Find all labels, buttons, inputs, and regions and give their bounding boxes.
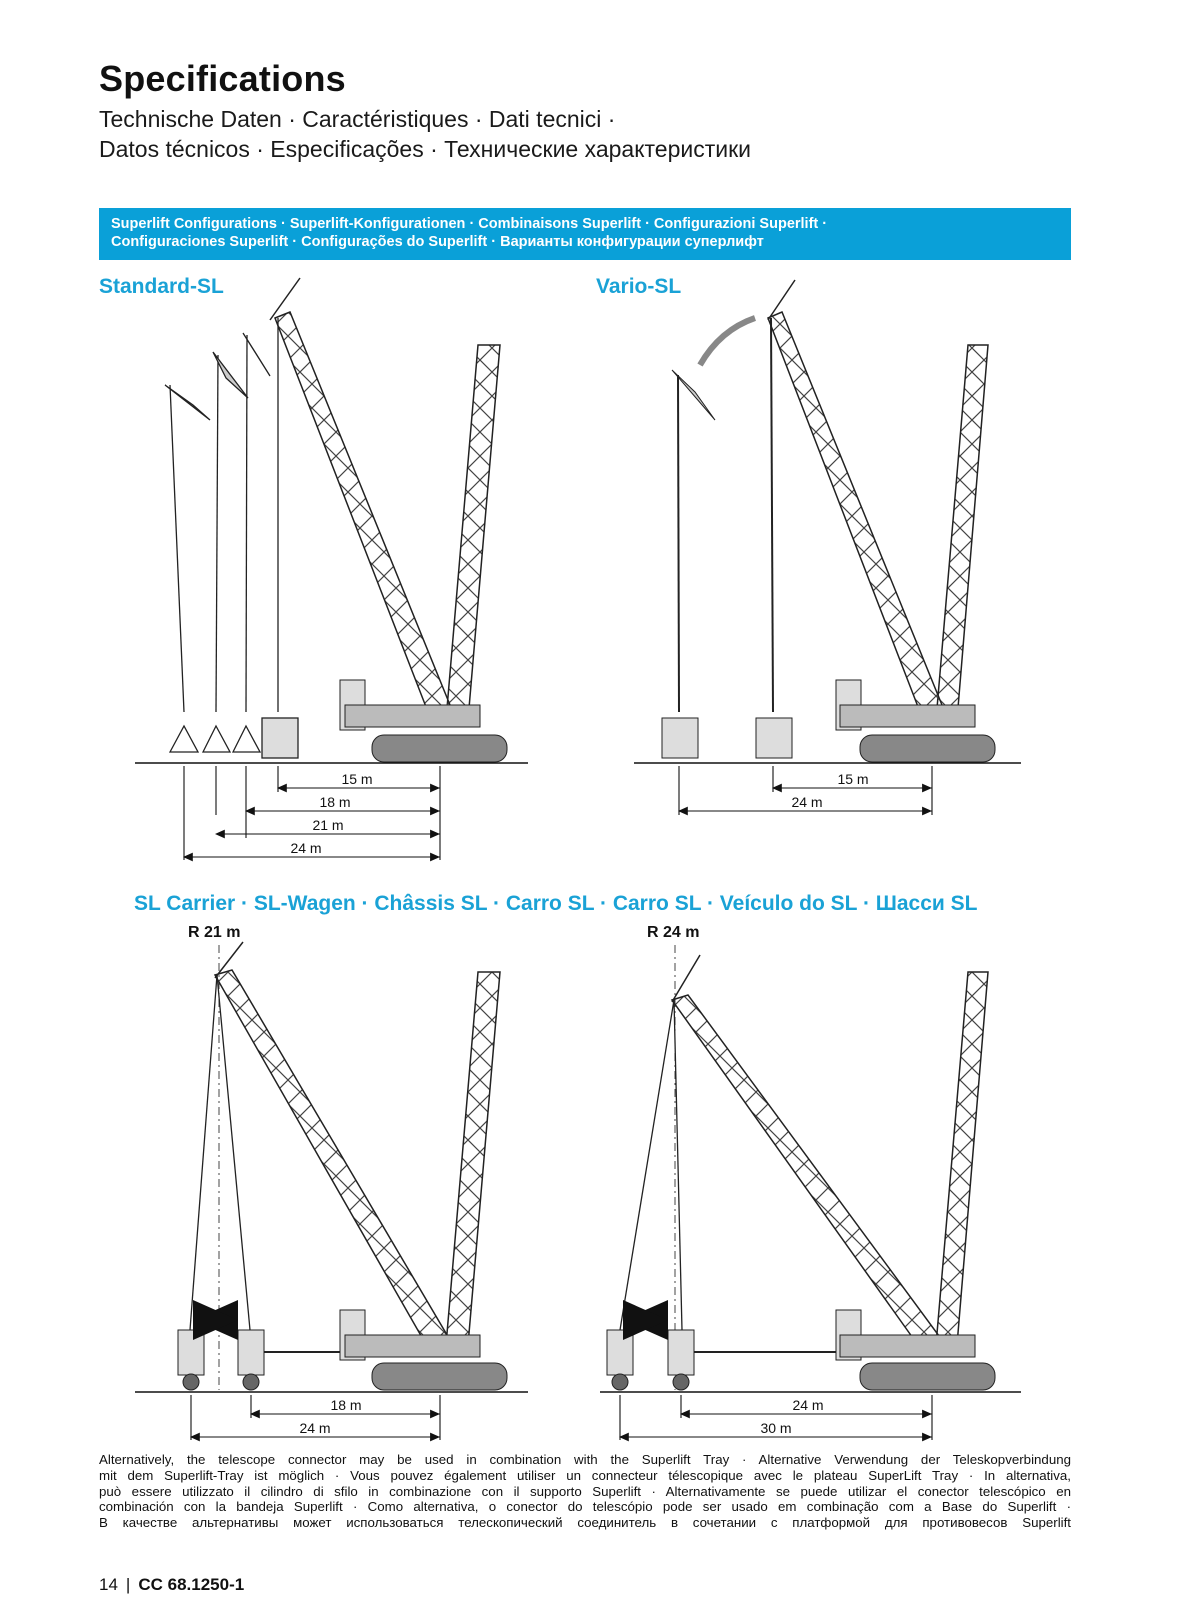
page-subtitle-line1: Technische Daten · Caractéristiques · Dati tecnici ·: [99, 106, 616, 132]
dim-15m: 15 m: [341, 771, 373, 787]
radius-label-left: R 21 m: [188, 924, 241, 941]
carrier-right-dim-30m: 30 m: [760, 1420, 792, 1436]
page-footer: [99, 1575, 244, 1595]
carrier-left-dim-24m: 24 m: [299, 1420, 331, 1436]
page-title: Specifications: [99, 58, 346, 99]
carrier-right-dim-24m: 24 m: [792, 1397, 824, 1413]
footnote-line1: Alternatively, the telescope connector may be used in combination with the Superlift Tray · Alternative Verwendung der Teleskopverbindung: [99, 1452, 1071, 1467]
sl-carrier-left-diagram: [135, 942, 528, 1440]
footnote-line3: può essere utilizzato il cilindro di sfilo in combinazione con il supporto Superlift · Alternativamente se puede utilizar el conector telescópico en: [99, 1483, 1071, 1499]
footer-separator: |: [125, 1575, 131, 1594]
vario-sl-diagram: [634, 280, 1021, 815]
dim-24m: 24 m: [290, 840, 322, 856]
vario-dim-24m: 24 m: [791, 794, 823, 810]
page-subtitle-line2: Datos técnicos · Especificações · Технические характеристики: [99, 136, 752, 162]
vario-dim-15m: 15 m: [837, 771, 869, 787]
sl-carrier-label: SL Carrier · SL-Wagen · Châssis SL · Carro SL · Carro SL · Veículo do SL · Шасси SL: [134, 892, 978, 915]
carrier-left-dim-18m: 18 m: [330, 1397, 362, 1413]
superlift-masts: [165, 318, 278, 712]
standard-sl-mast: [446, 345, 500, 720]
sl-trays: [170, 718, 298, 758]
page-number: 14: [99, 1575, 118, 1594]
banner-line1: Superlift Configurations · Superlift-Konfigurationen · Combinaisons Superlift · Configurazioni Superlift ·: [111, 216, 828, 232]
dim-21m: 21 m: [312, 817, 344, 833]
model-name: CC 68.1250-1: [138, 1575, 245, 1594]
footnote-line2: mit dem Superlift-Tray ist möglich · Vous pouvez également utiliser un connecteur télescopique avec le plateau SuperLift Tray · In alternativa,: [99, 1467, 1071, 1483]
dim-18m: 18 m: [319, 794, 351, 810]
standard-sl-diagram: [135, 278, 528, 860]
sl-carrier-right-diagram: [600, 945, 1021, 1440]
standard-sl-boom: [270, 278, 450, 712]
standard-sl-label: Standard-SL: [99, 275, 224, 298]
footnote: [99, 1452, 1071, 1531]
footnote-line4: combinación con la bandeja Superlift · Como alternativa, o conector do telescópio pode ser usado em combinação com a Base do Superlift ·: [99, 1499, 1071, 1515]
banner-line2: Configuraciones Superlift · Configurações do Superlift · Варианты конфигурации суперлифт: [111, 234, 764, 250]
footnote-line5: В качестве альтернативы может использоваться телескопический соединитель в сочетании с платформой для противовесов Superlift: [99, 1515, 1071, 1531]
vario-sl-label: Vario-SL: [596, 275, 682, 298]
radius-label-right: R 24 m: [647, 924, 700, 941]
